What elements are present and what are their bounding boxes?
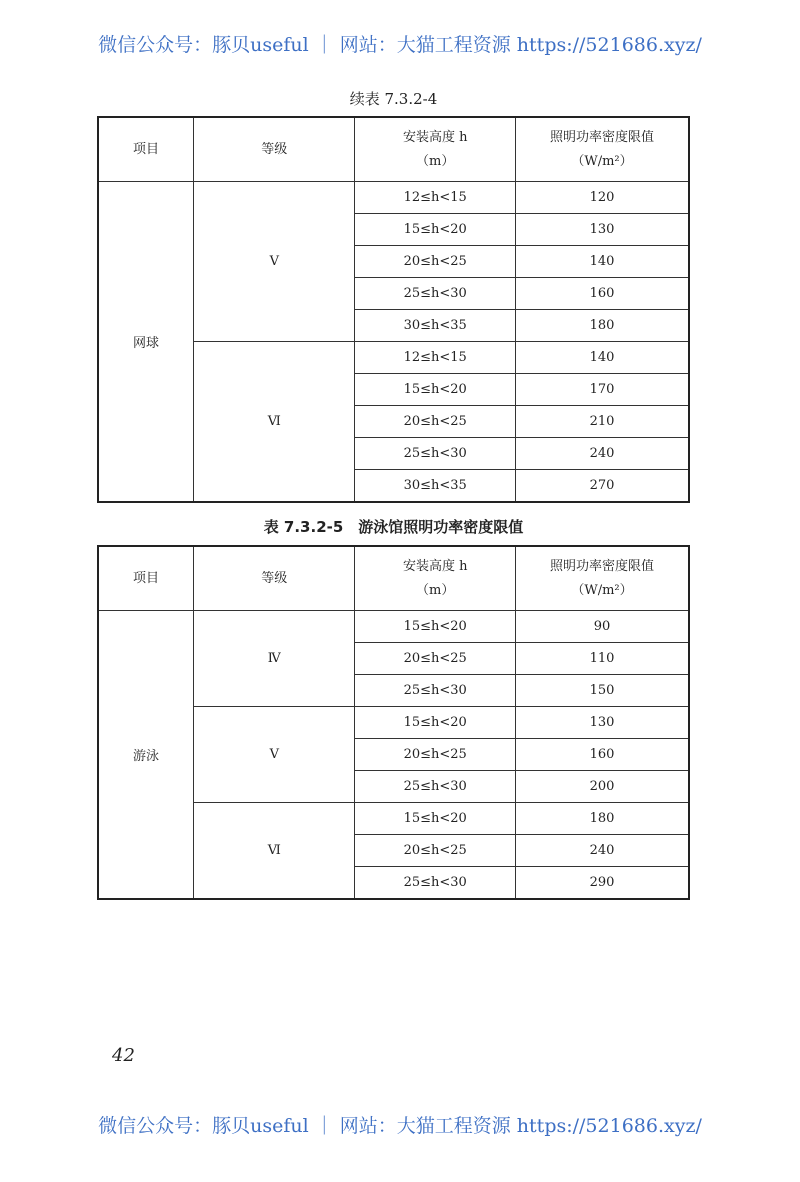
height-range-cell: 25≤h<30 bbox=[355, 867, 516, 900]
height-range-cell: 15≤h<20 bbox=[355, 374, 516, 406]
density-value-cell: 240 bbox=[515, 438, 689, 470]
header-density-unit: （W/m²） bbox=[571, 153, 633, 169]
height-range-cell: 20≤h<25 bbox=[355, 835, 516, 867]
height-range-cell: 30≤h<35 bbox=[355, 310, 516, 342]
density-value-cell: 110 bbox=[515, 643, 689, 675]
density-value-cell: 200 bbox=[515, 771, 689, 803]
height-range-cell: 20≤h<25 bbox=[355, 406, 516, 438]
density-value-cell: 210 bbox=[515, 406, 689, 438]
height-range-cell: 25≤h<30 bbox=[355, 438, 516, 470]
density-value-cell: 240 bbox=[515, 835, 689, 867]
header-density bbox=[515, 117, 689, 182]
height-range-cell: 15≤h<20 bbox=[355, 611, 516, 643]
header-height bbox=[355, 546, 516, 611]
density-value-cell: 120 bbox=[515, 182, 689, 214]
header-height-label: 安装高度 h bbox=[402, 558, 468, 574]
height-range-cell: 20≤h<25 bbox=[355, 739, 516, 771]
table-row bbox=[98, 611, 689, 643]
header-height-unit: （m） bbox=[416, 153, 455, 169]
table1-caption: 续表 7.3.2-4 bbox=[349, 90, 438, 108]
height-range-cell: 12≤h<15 bbox=[355, 182, 516, 214]
density-value-cell: 140 bbox=[515, 342, 689, 374]
density-value-cell: 180 bbox=[515, 803, 689, 835]
height-range-cell: 15≤h<20 bbox=[355, 803, 516, 835]
header-density-label: 照明功率密度限值 bbox=[549, 129, 654, 145]
density-value-cell: 150 bbox=[515, 675, 689, 707]
header-row bbox=[98, 546, 689, 611]
height-range-cell: 20≤h<25 bbox=[355, 643, 516, 675]
item-cell: 游泳 bbox=[98, 611, 194, 900]
density-value-cell: 270 bbox=[515, 470, 689, 503]
watermark-top: 微信公众号：豚贝useful ｜ 网站：大猫工程资源 https://521686.xyz/ bbox=[98, 34, 702, 56]
header-height-unit: （m） bbox=[416, 582, 455, 598]
header-grade: 等级 bbox=[194, 546, 355, 611]
table-swimming-lighting bbox=[97, 545, 690, 900]
density-value-cell: 160 bbox=[515, 278, 689, 310]
header-grade: 等级 bbox=[194, 117, 355, 182]
page-number: 42 bbox=[112, 1045, 135, 1066]
table-row bbox=[98, 182, 689, 214]
density-value-cell: 160 bbox=[515, 739, 689, 771]
table2-caption: 表 7.3.2-5 游泳馆照明功率密度限值 bbox=[263, 518, 524, 536]
height-range-cell: 25≤h<30 bbox=[355, 771, 516, 803]
density-value-cell: 290 bbox=[515, 867, 689, 900]
table-tennis-lighting bbox=[97, 116, 690, 503]
grade-cell: Ⅴ bbox=[194, 182, 355, 342]
height-range-cell: 15≤h<20 bbox=[355, 707, 516, 739]
grade-cell: Ⅵ bbox=[194, 803, 355, 900]
watermark-bottom: 微信公众号：豚贝useful ｜ 网站：大猫工程资源 https://521686.xyz/ bbox=[98, 1115, 702, 1137]
header-density-unit: （W/m²） bbox=[571, 582, 633, 598]
header-density bbox=[515, 546, 689, 611]
density-value-cell: 90 bbox=[515, 611, 689, 643]
density-value-cell: 180 bbox=[515, 310, 689, 342]
height-range-cell: 15≤h<20 bbox=[355, 214, 516, 246]
density-value-cell: 130 bbox=[515, 214, 689, 246]
grade-cell: Ⅳ bbox=[194, 611, 355, 707]
height-range-cell: 12≤h<15 bbox=[355, 342, 516, 374]
grade-cell: Ⅵ bbox=[194, 342, 355, 503]
height-range-cell: 30≤h<35 bbox=[355, 470, 516, 503]
density-value-cell: 170 bbox=[515, 374, 689, 406]
density-value-cell: 140 bbox=[515, 246, 689, 278]
header-item: 项目 bbox=[98, 117, 194, 182]
header-height bbox=[355, 117, 516, 182]
height-range-cell: 25≤h<30 bbox=[355, 675, 516, 707]
density-value-cell: 130 bbox=[515, 707, 689, 739]
grade-cell: Ⅴ bbox=[194, 707, 355, 803]
header-density-label: 照明功率密度限值 bbox=[549, 558, 654, 574]
item-cell: 网球 bbox=[98, 182, 194, 503]
height-range-cell: 20≤h<25 bbox=[355, 246, 516, 278]
header-row bbox=[98, 117, 689, 182]
header-item: 项目 bbox=[98, 546, 194, 611]
header-height-label: 安装高度 h bbox=[402, 129, 468, 145]
height-range-cell: 25≤h<30 bbox=[355, 278, 516, 310]
